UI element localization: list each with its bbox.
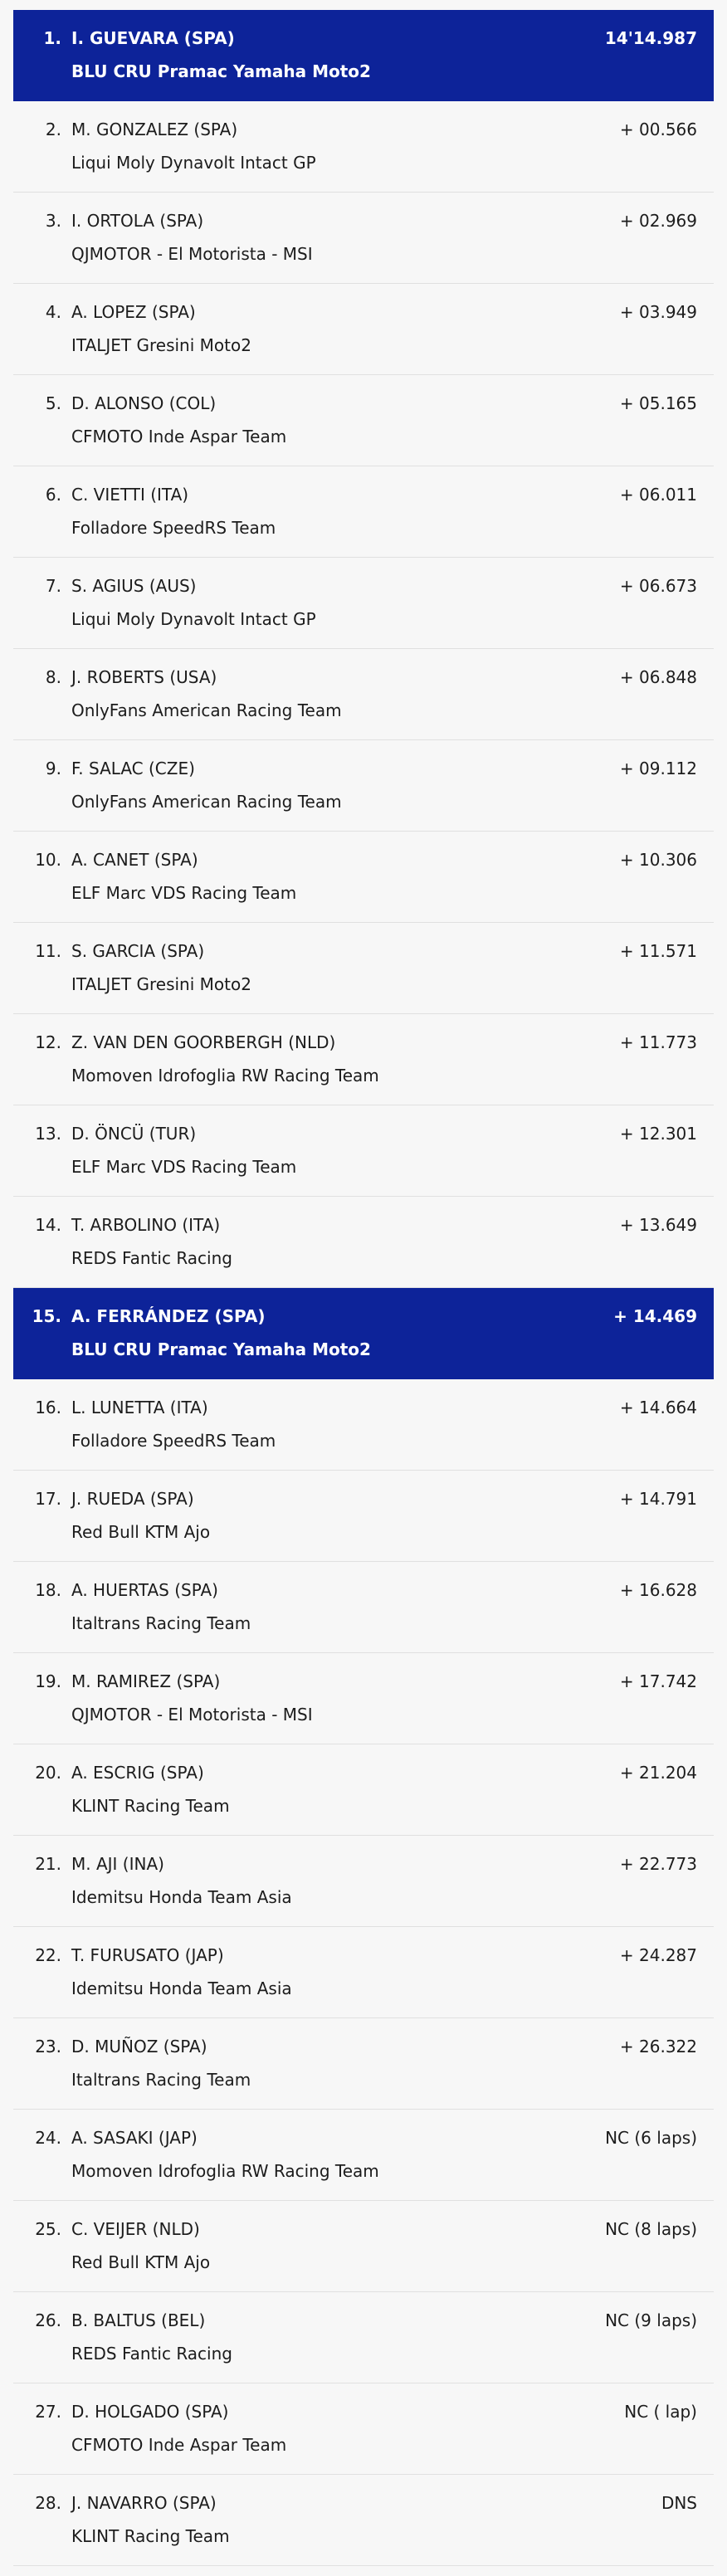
position-number: 1. <box>43 28 61 48</box>
result-row <box>13 740 714 832</box>
time-gap: + 00.566 <box>619 120 697 139</box>
team-name: CFMOTO Inde Aspar Team <box>71 427 287 446</box>
position-number: 17. <box>35 1489 61 1509</box>
result-row <box>13 375 714 466</box>
rider-name: C. VIETTI (ITA) <box>71 485 189 505</box>
result-row <box>13 2292 714 2383</box>
team-name: BLU CRU Pramac Yamaha Moto2 <box>71 1339 371 1359</box>
time-gap: + 22.773 <box>619 1854 697 1874</box>
team-name: Red Bull KTM Ajo <box>71 2252 211 2272</box>
time-gap: + 11.773 <box>619 1032 697 1052</box>
position-number: 11. <box>35 941 61 961</box>
team-name: Italtrans Racing Team <box>71 1613 251 1633</box>
position-number: 3. <box>45 211 61 231</box>
team-name: Momoven Idrofoglia RW Racing Team <box>71 2161 379 2181</box>
team-name: Red Bull KTM Ajo <box>71 1522 211 1542</box>
rider-name: B. BALTUS (BEL) <box>71 2310 206 2330</box>
position-number: 4. <box>45 302 61 322</box>
rider-name: T. FURUSATO (JAP) <box>71 1945 224 1965</box>
time-gap: + 16.628 <box>619 1580 697 1600</box>
team-name: REDS Fantic Racing <box>71 2344 232 2364</box>
time-gap: + 10.306 <box>619 850 697 870</box>
team-name: CFMOTO Inde Aspar Team <box>71 2435 287 2455</box>
result-row <box>13 1471 714 1562</box>
team-name: Liqui Moly Dynavolt Intact GP <box>71 153 316 173</box>
team-name: OnlyFans American Racing Team <box>71 700 342 720</box>
time-gap: + 17.742 <box>619 1671 697 1691</box>
result-row <box>13 832 714 923</box>
position-number: 10. <box>35 850 61 870</box>
time-gap: + 11.571 <box>619 941 697 961</box>
time-gap: + 14.664 <box>619 1398 697 1417</box>
position-number: 21. <box>35 1854 61 1874</box>
time-gap: + 13.649 <box>619 1215 697 1235</box>
time-gap: NC (8 laps) <box>605 2219 697 2239</box>
position-number: 18. <box>35 1580 61 1600</box>
rider-name: J. ROBERTS (USA) <box>71 667 217 687</box>
position-number: 24. <box>35 2128 61 2148</box>
team-name: Liqui Moly Dynavolt Intact GP <box>71 609 316 629</box>
result-row <box>13 284 714 375</box>
result-row <box>13 649 714 740</box>
result-row <box>13 558 714 649</box>
team-name: KLINT Racing Team <box>71 1796 230 1816</box>
rider-name: M. GONZALEZ (SPA) <box>71 120 238 139</box>
team-name: ELF Marc VDS Racing Team <box>71 883 297 903</box>
result-row <box>13 1836 714 1927</box>
position-number: 5. <box>45 393 61 413</box>
time-gap: + 06.011 <box>619 485 697 505</box>
result-row <box>13 923 714 1014</box>
rider-name: A. LOPEZ (SPA) <box>71 302 196 322</box>
rider-name: S. AGIUS (AUS) <box>71 576 197 596</box>
time-gap: + 02.969 <box>619 211 697 231</box>
rider-name: J. NAVARRO (SPA) <box>71 2493 217 2513</box>
team-name: QJMOTOR - El Motorista - MSI <box>71 1705 313 1725</box>
rider-name: I. ORTOLA (SPA) <box>71 211 204 231</box>
position-number: 27. <box>35 2402 61 2422</box>
team-name: KLINT Racing Team <box>71 2526 230 2546</box>
position-number: 25. <box>35 2219 61 2239</box>
rider-name: S. GARCIA (SPA) <box>71 941 205 961</box>
time-gap: NC (9 laps) <box>605 2310 697 2330</box>
result-row <box>13 1927 714 2018</box>
result-row <box>13 2383 714 2475</box>
result-row <box>13 193 714 284</box>
result-row <box>13 1653 714 1744</box>
team-name: Momoven Idrofoglia RW Racing Team <box>71 1066 379 1086</box>
rider-name: L. LUNETTA (ITA) <box>71 1398 208 1417</box>
team-name: ELF Marc VDS Racing Team <box>71 1157 297 1177</box>
team-name: Folladore SpeedRS Team <box>71 1431 276 1451</box>
position-number: 9. <box>45 759 61 778</box>
position-number: 23. <box>35 2037 61 2056</box>
time-gap: + 26.322 <box>619 2037 697 2056</box>
time-gap: + 06.673 <box>619 576 697 596</box>
result-row <box>13 10 714 101</box>
position-number: 19. <box>35 1671 61 1691</box>
team-name: OnlyFans American Racing Team <box>71 792 342 812</box>
rider-name: I. GUEVARA (SPA) <box>71 28 235 48</box>
result-row <box>13 1744 714 1836</box>
rider-name: F. SALAC (CZE) <box>71 759 195 778</box>
rider-name: J. RUEDA (SPA) <box>71 1489 194 1509</box>
result-row <box>13 2110 714 2201</box>
result-row <box>13 1105 714 1197</box>
position-number: 2. <box>45 120 61 139</box>
time-gap: + 12.301 <box>619 1124 697 1144</box>
result-row <box>13 1014 714 1105</box>
result-row <box>13 2201 714 2292</box>
time-gap: NC ( lap) <box>624 2402 697 2422</box>
result-row <box>13 2475 714 2566</box>
time-gap: + 05.165 <box>619 393 697 413</box>
result-row <box>13 1197 714 1288</box>
team-name: Italtrans Racing Team <box>71 2070 251 2090</box>
position-number: 13. <box>35 1124 61 1144</box>
rider-name: M. RAMIREZ (SPA) <box>71 1671 221 1691</box>
position-number: 12. <box>35 1032 61 1052</box>
team-name: QJMOTOR - El Motorista - MSI <box>71 244 313 264</box>
rider-name: M. AJI (INA) <box>71 1854 164 1874</box>
position-number: 22. <box>35 1945 61 1965</box>
result-row <box>13 466 714 558</box>
result-row <box>13 101 714 193</box>
team-name: Folladore SpeedRS Team <box>71 518 276 538</box>
position-number: 26. <box>35 2310 61 2330</box>
result-row <box>13 2018 714 2110</box>
result-row <box>13 1562 714 1653</box>
position-number: 20. <box>35 1763 61 1783</box>
time-gap: + 14.469 <box>613 1306 697 1326</box>
position-number: 8. <box>45 667 61 687</box>
rider-name: Z. VAN DEN GOORBERGH (NLD) <box>71 1032 336 1052</box>
time-gap: NC (6 laps) <box>605 2128 697 2148</box>
rider-name: A. FERRÁNDEZ (SPA) <box>71 1306 266 1326</box>
time-gap: + 24.287 <box>619 1945 697 1965</box>
time-gap: + 09.112 <box>619 759 697 778</box>
rider-name: D. ALONSO (COL) <box>71 393 217 413</box>
team-name: Idemitsu Honda Team Asia <box>71 1978 292 1998</box>
team-name: BLU CRU Pramac Yamaha Moto2 <box>71 61 371 81</box>
time-gap: + 21.204 <box>619 1763 697 1783</box>
rider-name: D. HOLGADO (SPA) <box>71 2402 229 2422</box>
time-gap: + 06.848 <box>619 667 697 687</box>
position-number: 28. <box>35 2493 61 2513</box>
position-number: 15. <box>32 1306 61 1326</box>
rider-name: A. CANET (SPA) <box>71 850 198 870</box>
position-number: 6. <box>45 485 61 505</box>
team-name: REDS Fantic Racing <box>71 1248 232 1268</box>
time-gap: DNS <box>661 2493 697 2513</box>
position-number: 16. <box>35 1398 61 1417</box>
team-name: ITALJET Gresini Moto2 <box>71 974 251 994</box>
position-number: 7. <box>45 576 61 596</box>
team-name: Idemitsu Honda Team Asia <box>71 1887 292 1907</box>
rider-name: D. MUÑOZ (SPA) <box>71 2037 207 2056</box>
rider-name: D. ÖNCÜ (TUR) <box>71 1124 197 1144</box>
rider-name: A. SASAKI (JAP) <box>71 2128 198 2148</box>
rider-name: T. ARBOLINO (ITA) <box>71 1215 221 1235</box>
rider-name: C. VEIJER (NLD) <box>71 2219 200 2239</box>
result-row <box>13 1288 714 1379</box>
time-gap: + 03.949 <box>619 302 697 322</box>
rider-name: A. ESCRIG (SPA) <box>71 1763 204 1783</box>
team-name: ITALJET Gresini Moto2 <box>71 335 251 355</box>
time-gap: + 14.791 <box>619 1489 697 1509</box>
result-row <box>13 1379 714 1471</box>
time-gap: 14'14.987 <box>604 28 697 48</box>
rider-name: A. HUERTAS (SPA) <box>71 1580 218 1600</box>
position-number: 14. <box>35 1215 61 1235</box>
